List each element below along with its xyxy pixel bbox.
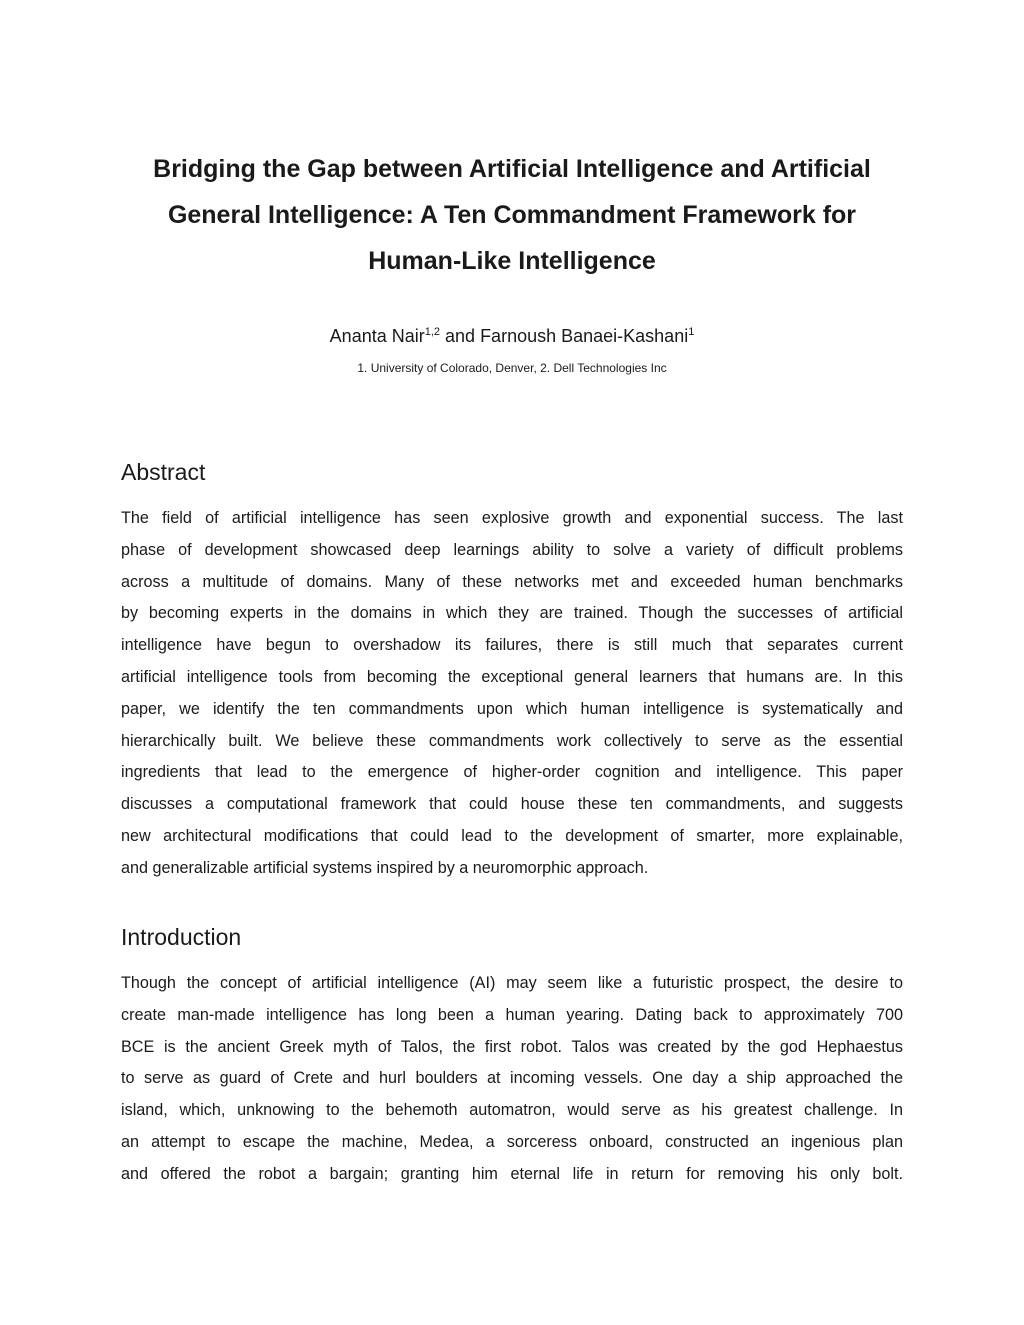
author-affiliation-marker-2: 1 <box>688 326 695 338</box>
title-line-2: General Intelligence: A Ten Commandment Framework for <box>167 201 857 229</box>
author-affiliation-marker-1: 1,2 <box>424 326 441 338</box>
abstract-paragraph <box>121 503 903 885</box>
abstract-line: artificial intelligence tools from becoming the exceptional general learners that humans are. In this <box>121 667 903 686</box>
abstract-line: phase of development showcased deep learnings ability to solve a variety of difficult problems <box>121 540 903 559</box>
affiliations: 1. University of Colorado, Denver, 2. Dell Technologies Inc <box>357 361 667 375</box>
author-name-1: Ananta Nair <box>329 326 425 346</box>
abstract-line: new architectural modifications that could lead to the development of smarter, more explainable, <box>121 826 903 845</box>
introduction-paragraph <box>121 968 903 1191</box>
abstract-line: hierarchically built. We believe these commandments work collectively to serve as the essential <box>121 731 903 750</box>
abstract-line: and generalizable artificial systems inspired by a neuromorphic approach. <box>121 858 649 877</box>
title-line-3: Human-Like Intelligence <box>368 247 656 275</box>
abstract-line: paper, we identify the ten commandments upon which human intelligence is systematically and <box>121 699 903 718</box>
paper-title <box>110 146 914 284</box>
introduction-line: create man-made intelligence has long been a human yearing. Dating back to approximately 700 <box>121 1005 903 1024</box>
author-name-2: and Farnoush Banaei-Kashani <box>440 326 689 346</box>
introduction-line: to serve as guard of Crete and hurl boulders at incoming vessels. One day a ship approached the <box>121 1069 903 1088</box>
introduction-line: and offered the robot a bargain; granting him eternal life in return for removing his only bolt. <box>121 1164 903 1183</box>
abstract-line: across a multitude of domains. Many of these networks met and exceeded human benchmarks <box>121 572 903 591</box>
abstract-heading: Abstract <box>121 459 206 485</box>
abstract-line: ingredients that lead to the emergence of higher-order cognition and intelligence. This paper <box>121 763 903 782</box>
introduction-heading: Introduction <box>121 924 242 950</box>
abstract-line: intelligence have begun to overshadow its failures, there is still much that separates current <box>121 636 903 655</box>
author-list <box>0 324 1024 348</box>
introduction-line: island, which, unknowing to the behemoth automatron, would serve as his greatest challenge. In <box>121 1101 903 1120</box>
introduction-line: BCE is the ancient Greek myth of Talos, the first robot. Talos was created by the god Hephaestus <box>121 1037 903 1056</box>
abstract-line: discusses a computational framework that could house these ten commandments, and suggests <box>121 795 903 814</box>
abstract-line: by becoming experts in the domains in which they are trained. Though the successes of artificial <box>121 604 903 623</box>
introduction-line: Though the concept of artificial intelligence (AI) may seem like a futuristic prospect, the desire to <box>121 974 903 992</box>
title-line-1: Bridging the Gap between Artificial Intelligence and Artificial <box>153 155 871 183</box>
abstract-line: The field of artificial intelligence has seen explosive growth and exponential success. The last <box>121 509 903 527</box>
introduction-line: an attempt to escape the machine, Medea, a sorceress onboard, constructed an ingenious plan <box>121 1132 903 1151</box>
